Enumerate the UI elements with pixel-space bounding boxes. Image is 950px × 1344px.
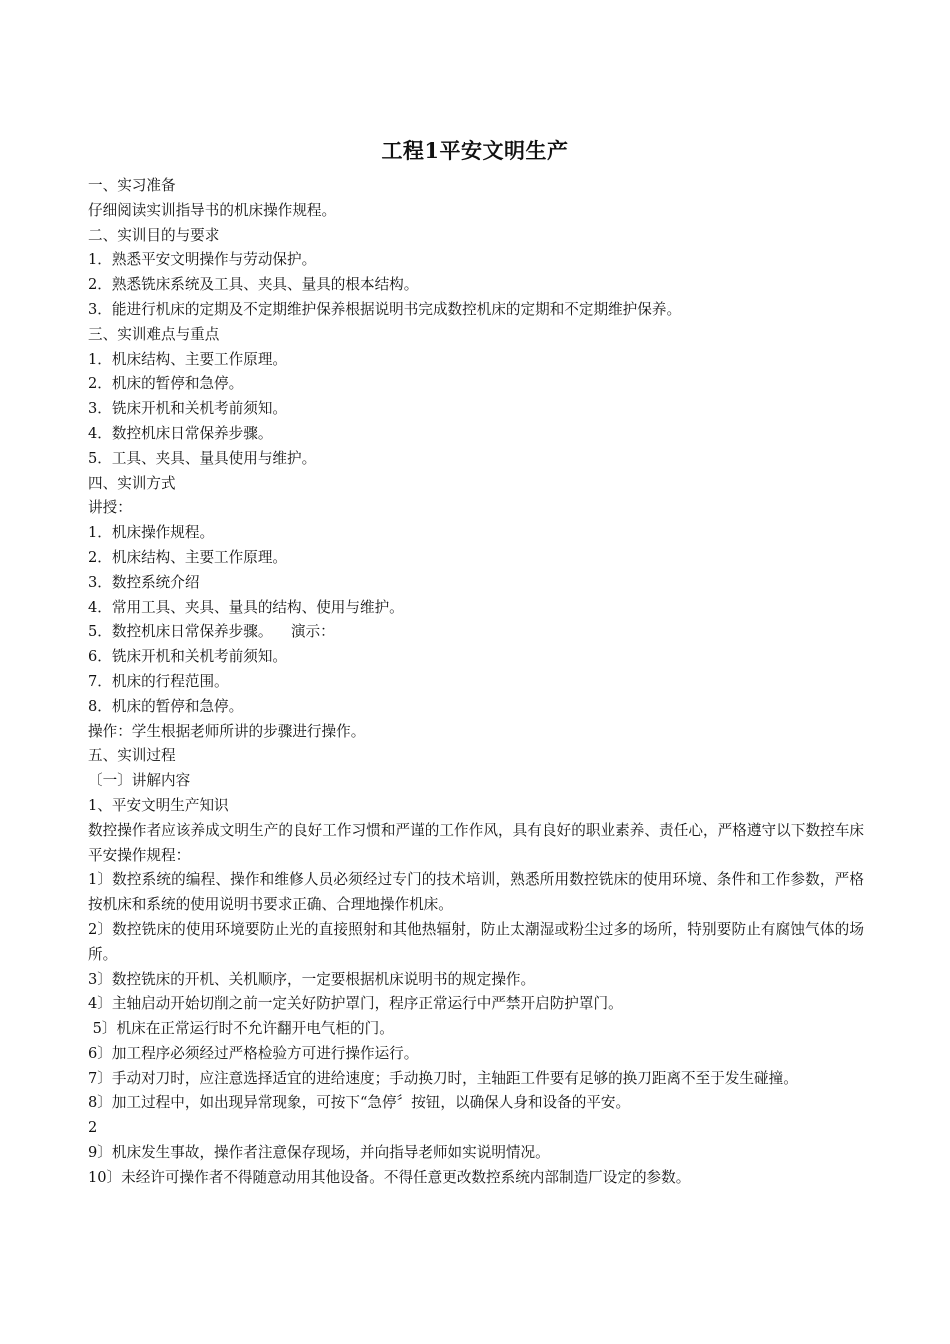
list-item: 5．数控机床日常保养步骤。 演示： — [88, 623, 335, 641]
rule-item: 8〕加工过程中，如出现异常现象，可按下“急停〞按钮，以确保人身和设备的平安。 — [88, 1094, 631, 1112]
rule-item: 4〕主轴启动开始切削之前一定关好防护罩门，程序正常运行中严禁开启防护罩门。 — [88, 995, 623, 1013]
list-item: 5．工具、夹具、量具使用与维护。 — [88, 449, 317, 467]
section-heading-process: 五、实训过程 — [88, 747, 176, 765]
section-heading-difficulties: 三、实训难点与重点 — [88, 325, 220, 343]
list-item: 8．机床的暂停和急停。 — [88, 697, 244, 715]
text-line: 仔细阅读实训指导书的机床操作规程。 — [88, 201, 337, 219]
rule-item: 9〕机床发生事故，操作者注意保存现场，并向指导老师如实说明情况。 — [88, 1144, 550, 1162]
list-item: 2．机床结构、主要工作原理。 — [88, 548, 288, 566]
section-heading-goals: 二、实训目的与要求 — [88, 226, 220, 244]
rule-item: 7〕手动对刀时，应注意选择适宜的进给速度；手动换刀时，主轴距工件要有足够的换刀距离不至于发生碰撞。 — [88, 1069, 798, 1087]
list-item: 3．数控系统介绍 — [88, 573, 200, 591]
text-line: 讲授： — [88, 499, 132, 517]
page-number: 2 — [88, 1119, 98, 1137]
section-heading-method: 四、实训方式 — [88, 474, 176, 492]
list-item: 1．机床操作规程。 — [88, 524, 215, 542]
document-body — [88, 174, 864, 1191]
list-item: 2．机床的暂停和急停。 — [88, 375, 244, 393]
subsection-heading: 〔一〕讲解内容 — [88, 772, 191, 790]
list-item: 7．机床的行程范围。 — [88, 672, 229, 690]
list-item: 3．能进行机床的定期及不定期维护保养根据说明书完成数控机床的定期和不定期维护保养。 — [88, 300, 682, 318]
list-item: 1．熟悉平安文明操作与劳动保护。 — [88, 251, 317, 269]
subsection-heading: 1、平安文明生产知识 — [88, 796, 229, 814]
section-heading-prep: 一、实习准备 — [88, 177, 176, 194]
list-item: 6．铣床开机和关机考前须知。 — [88, 648, 288, 666]
rule-item: 6〕加工程序必须经过严格检验方可进行操作运行。 — [88, 1044, 419, 1062]
list-item: 4．常用工具、夹具、量具的结构、使用与维护。 — [88, 598, 404, 616]
rule-item: 2〕数控铣床的使用环境要防止光的直接照射和其他热辐射，防止太潮湿或粉尘过多的场所，特别要防止有腐蚀气体的场所。 — [88, 920, 864, 963]
rule-item: 5〕机床在正常运行时不允许翻开电气柜的门。 — [88, 1020, 394, 1038]
rule-item: 10〕未经许可操作者不得随意动用其他设备。不得任意更改数控系统内部制造厂设定的参数。 — [88, 1168, 691, 1186]
rule-item: 1〕数控系统的编程、操作和维修人员必须经过专门的技术培训，熟悉所用数控铣床的使用环境、条件和工作参数，严格按机床和系统的使用说明书要求正确、合理地操作机床。 — [88, 871, 864, 914]
paragraph: 数控操作者应该养成文明生产的良好工作习惯和严谨的工作作风，具有良好的职业素养、责任心，严格遵守以下数控车床平安操作规程： — [88, 821, 864, 864]
list-item: 1．机床结构、主要工作原理。 — [88, 350, 288, 368]
text-line: 操作：学生根据老师所讲的步骤进行操作。 — [88, 722, 366, 740]
rule-item: 3〕数控铣床的开机、关机顺序，一定要根据机床说明书的规定操作。 — [88, 970, 536, 988]
list-item: 3．铣床开机和关机考前须知。 — [88, 400, 288, 418]
list-item: 4．数控机床日常保养步骤。 — [88, 424, 273, 442]
document-title: 工程1平安文明生产 — [381, 138, 569, 163]
list-item: 2．熟悉铣床系统及工具、夹具、量具的根本结构。 — [88, 276, 419, 294]
